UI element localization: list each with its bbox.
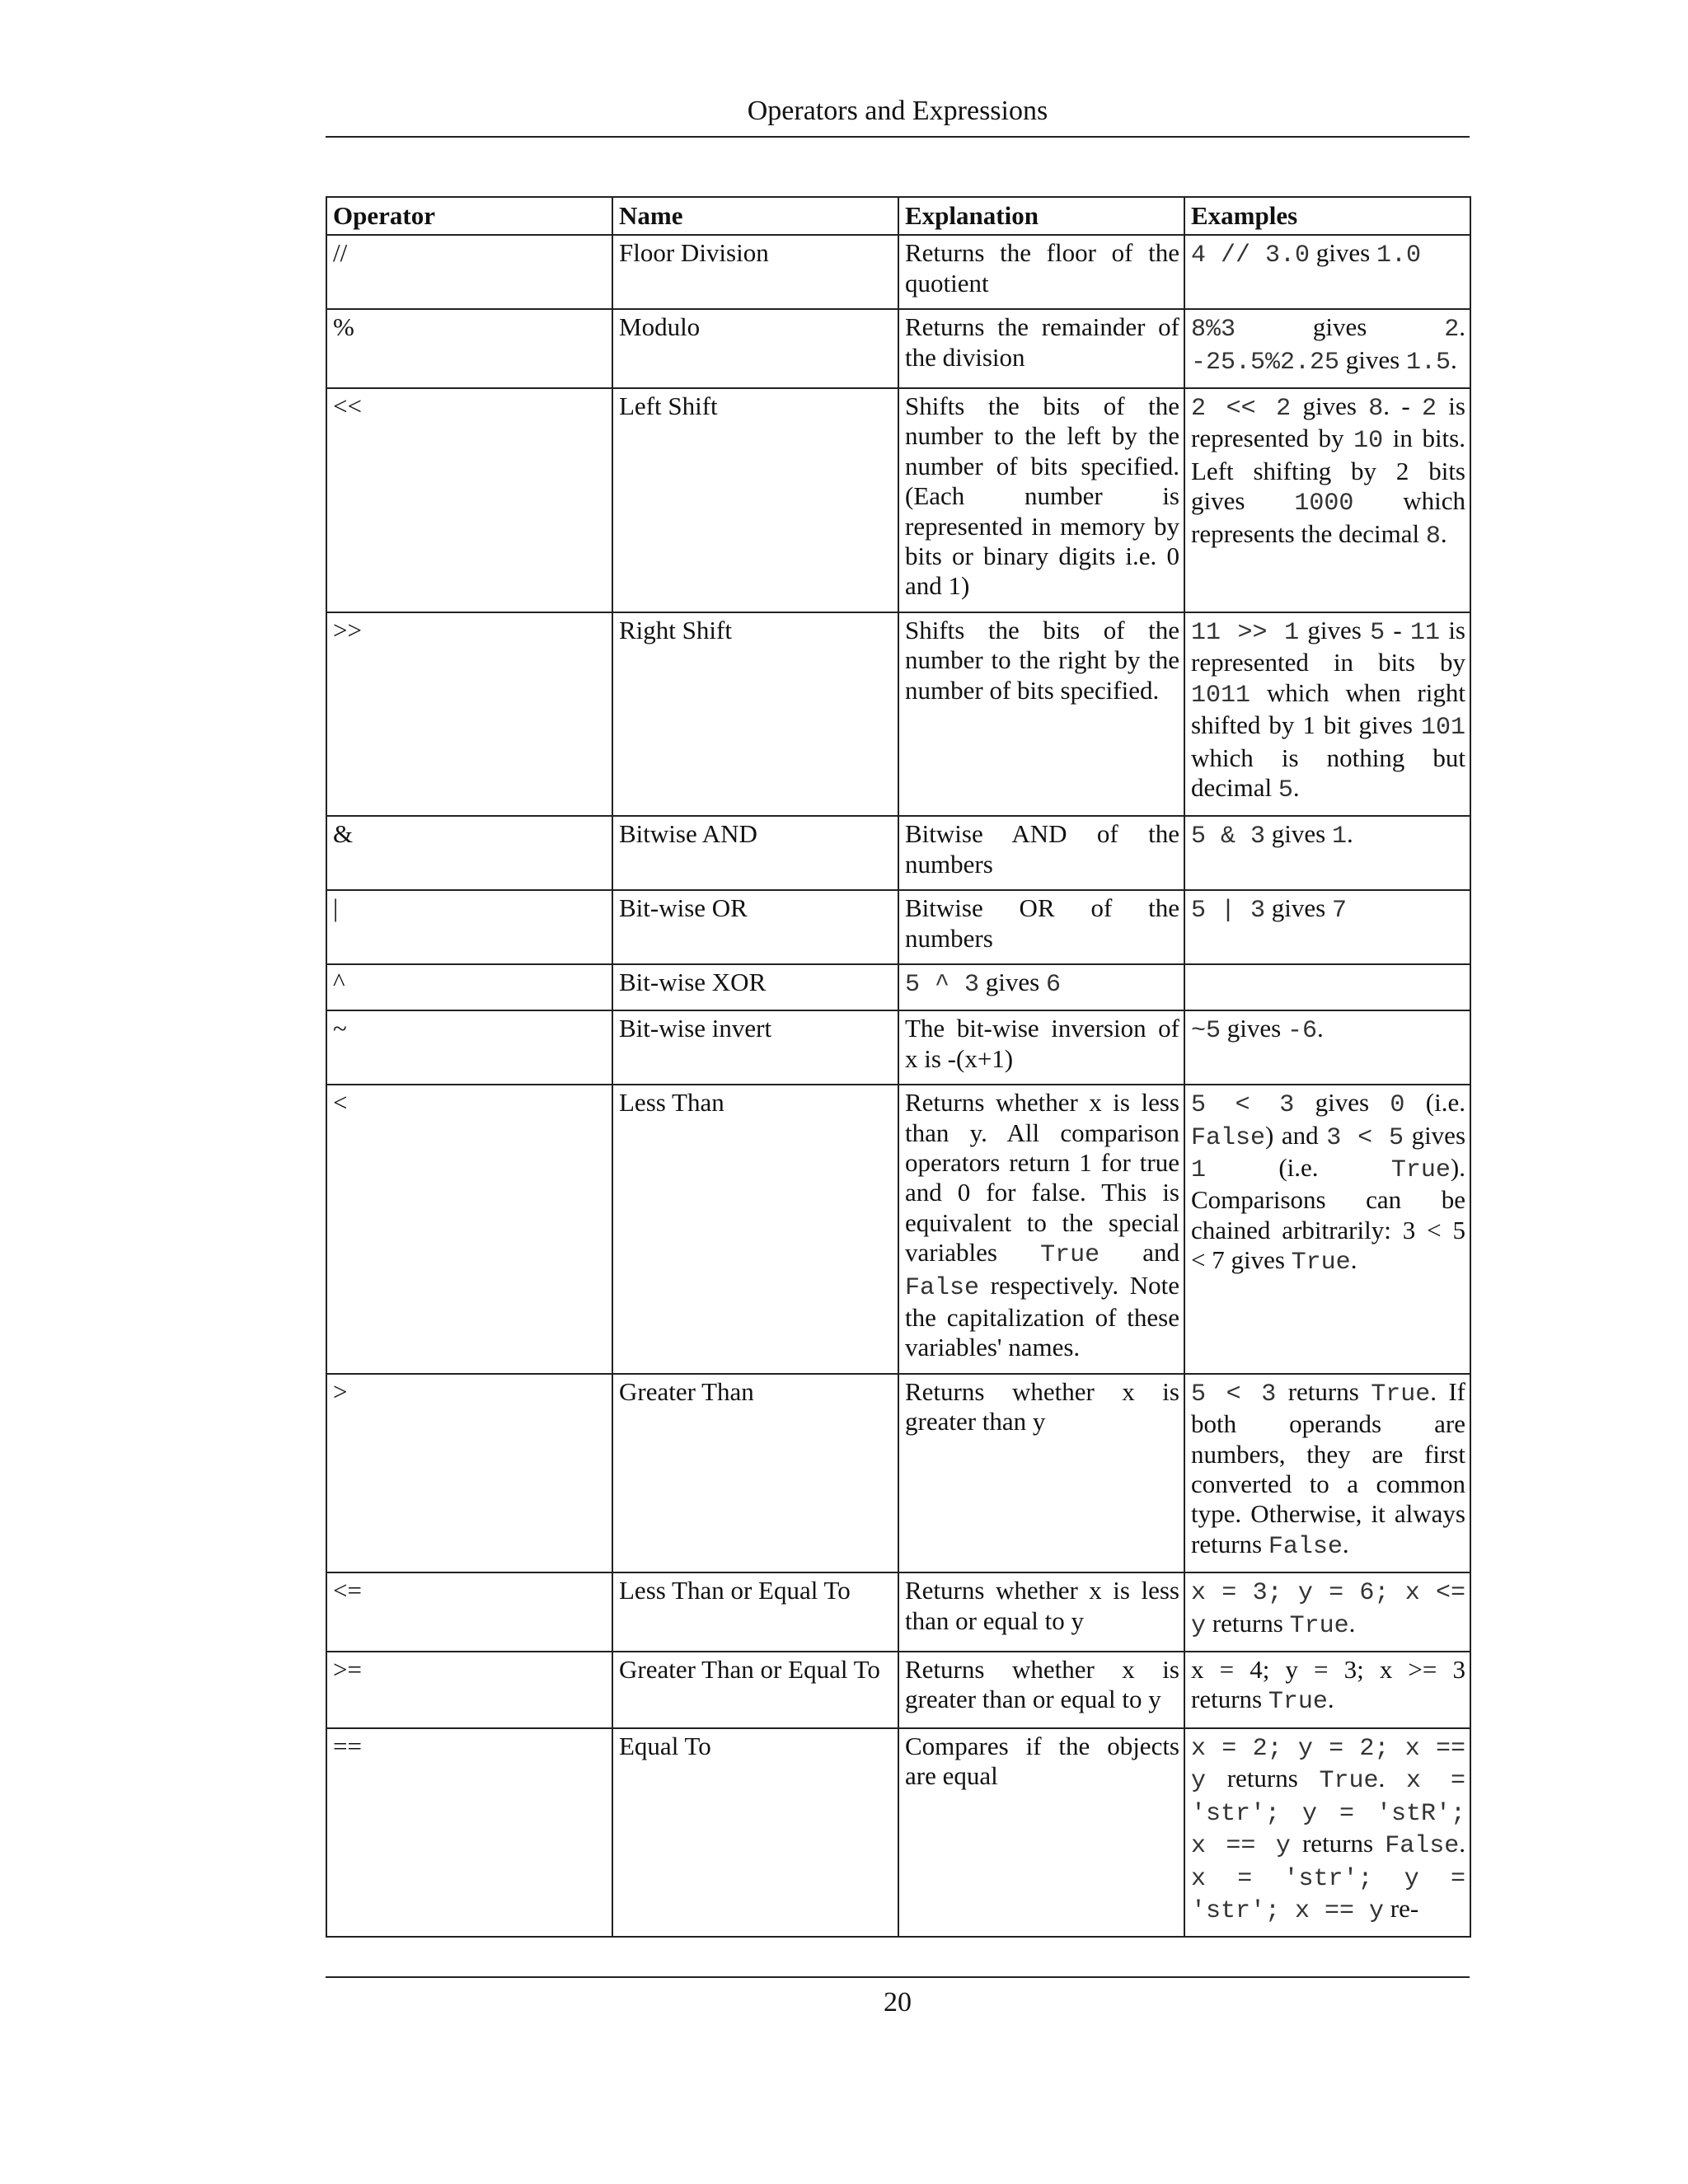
text-fragment: respectively. Note the capitalization of these variables' names. [905, 1270, 1179, 1362]
operator-cell: << [326, 388, 612, 612]
code-fragment: 2 << 2 [1191, 395, 1292, 424]
text-fragment: Returns whether x is less than or equal to y [905, 1576, 1179, 1635]
table-body [326, 235, 1470, 1937]
text-fragment: . [1459, 312, 1465, 342]
code-fragment: 5 < 3 [1191, 1091, 1295, 1120]
examples-cell [1184, 890, 1470, 964]
text-fragment: Bitwise AND of the numbers [905, 819, 1179, 879]
code-fragment: 5 ^ 3 [905, 970, 980, 999]
operator-cell: ~ [326, 1010, 612, 1085]
text-fragment: . [1378, 1764, 1407, 1793]
running-header: Operators and Expressions [747, 96, 1048, 126]
text-fragment: gives [1221, 1014, 1287, 1043]
text-fragment: and [1100, 1238, 1180, 1268]
column-header-name: Name [612, 197, 898, 235]
explanation-cell [898, 612, 1184, 816]
operator-cell: % [326, 309, 612, 388]
text-fragment: Returns whether x is greater than y [905, 1376, 1179, 1436]
explanation-cell [898, 1374, 1184, 1572]
code-fragment: 1.5 [1405, 348, 1451, 377]
table-row [326, 1374, 1470, 1572]
text-fragment: . - [1383, 391, 1422, 421]
code-fragment: 1000 [1294, 490, 1354, 518]
code-fragment: True [1291, 1249, 1351, 1277]
text-fragment: x = 4; y = 3; x >= 3 returns [1191, 1655, 1465, 1714]
text-fragment: gives [1403, 1120, 1466, 1150]
text-fragment: Shifts the bits of the number to the left by the number of bits specified. (Each number is represented in memory by bits or binary digits i.e. 0 and 1) [905, 391, 1179, 601]
text-fragment: gives [1339, 344, 1406, 374]
code-fragment: False [1268, 1532, 1343, 1561]
examples-cell [1184, 612, 1470, 816]
text-fragment: which represents the decimal [1191, 486, 1465, 548]
name-cell: Modulo [612, 309, 898, 388]
name-cell: Less Than [612, 1085, 898, 1374]
code-fragment: -6 [1287, 1017, 1317, 1046]
text-fragment: . [1346, 819, 1353, 849]
code-fragment: 3 < 5 [1326, 1123, 1404, 1152]
name-cell: Equal To [612, 1728, 898, 1937]
code-fragment: 11 >> 1 [1191, 618, 1300, 647]
page-number: 20 [884, 1987, 912, 2018]
column-header-operator: Operator [326, 197, 612, 235]
column-header-examples: Examples [1184, 197, 1470, 235]
code-fragment: False [905, 1273, 980, 1302]
text-fragment: . [1316, 1014, 1324, 1043]
code-fragment: True [1319, 1767, 1379, 1796]
operator-cell: ^ [326, 964, 612, 1010]
text-fragment: Returns the floor of the quotient [905, 238, 1179, 298]
operator-cell: >> [326, 612, 612, 816]
code-fragment: False [1385, 1832, 1460, 1861]
table-row [326, 235, 1470, 309]
text-fragment: . [1440, 518, 1447, 548]
operator-cell: == [326, 1728, 612, 1937]
text-fragment: Bitwise OR of the numbers [905, 893, 1179, 953]
code-fragment: 101 [1420, 714, 1465, 743]
table-row [326, 1010, 1470, 1085]
column-header-explanation: Explanation [898, 197, 1184, 235]
code-fragment: -25.5%2.25 [1191, 348, 1340, 377]
code-fragment: 1.0 [1376, 241, 1421, 270]
examples-cell [1184, 964, 1470, 1010]
text-fragment: Shifts the bits of the number to the right by the number of bits specified. [905, 615, 1179, 705]
code-fragment: x = 3; y = 6; x <= y [1191, 1579, 1465, 1640]
code-fragment: True [1268, 1688, 1328, 1717]
table-row [326, 1085, 1470, 1374]
code-fragment: 8 [1425, 522, 1441, 551]
text-fragment: . [1327, 1685, 1334, 1714]
code-fragment: 2 [1444, 316, 1460, 344]
code-fragment: False [1191, 1123, 1266, 1152]
examples-cell [1184, 1010, 1470, 1085]
text-fragment: in bits. Left shifting by 2 bits gives [1191, 424, 1465, 516]
examples-cell [1184, 1085, 1470, 1374]
text-fragment: . [1348, 1608, 1356, 1638]
explanation-cell [898, 1572, 1184, 1652]
table-row [326, 388, 1470, 612]
header-rule [326, 136, 1470, 138]
operator-cell: < [326, 1085, 612, 1374]
text-fragment: - [1385, 615, 1411, 644]
name-cell: Bitwise AND [612, 816, 898, 890]
text-fragment: returns [1206, 1764, 1320, 1793]
text-fragment: gives [979, 967, 1046, 996]
operator-cell: > [326, 1374, 612, 1572]
code-fragment: 5 < 3 [1191, 1380, 1277, 1408]
text-fragment: gives [1310, 238, 1376, 268]
text-fragment: (i.e. [1206, 1152, 1391, 1182]
text-fragment: returns [1290, 1829, 1386, 1858]
table-header-row [326, 197, 1470, 235]
text-fragment: . If both operands are numbers, they are first converted to a common type. Otherwise, it always returns [1191, 1376, 1465, 1558]
text-fragment: is represented by [1191, 391, 1465, 453]
table-row [326, 964, 1470, 1010]
code-fragment: 5 | 3 [1191, 897, 1266, 926]
explanation-cell [898, 388, 1184, 612]
code-fragment: 1011 [1191, 681, 1251, 710]
examples-cell [1184, 1728, 1470, 1937]
code-fragment: True [1040, 1241, 1100, 1270]
examples-cell [1184, 1374, 1470, 1572]
code-fragment: 6 [1045, 970, 1061, 999]
explanation-cell [898, 890, 1184, 964]
footer-rule [326, 1976, 1470, 1978]
code-fragment: x = 2; y = 2; x == y [1191, 1734, 1465, 1796]
text-fragment: which is nothing but decimal [1191, 743, 1465, 802]
code-fragment: x = 'str'; y = 'stR'; x == y [1191, 1767, 1465, 1861]
name-cell: Greater Than or Equal To [612, 1652, 898, 1728]
code-fragment: True [1289, 1611, 1349, 1640]
code-fragment: True [1390, 1155, 1451, 1184]
code-fragment: 1 [1331, 823, 1347, 851]
operators-table [326, 196, 1471, 1938]
explanation-cell [898, 816, 1184, 890]
code-fragment: ~5 [1191, 1017, 1221, 1046]
table-row [326, 1572, 1470, 1652]
code-fragment: 2 [1421, 395, 1437, 424]
text-fragment: gives [1291, 391, 1369, 421]
operator-cell: & [326, 816, 612, 890]
name-cell: Floor Division [612, 235, 898, 309]
code-fragment: 5 [1278, 776, 1293, 804]
operator-cell: // [326, 235, 612, 309]
code-fragment: 4 // 3.0 [1191, 241, 1311, 270]
examples-cell [1184, 235, 1470, 309]
text-fragment: gives [1294, 1088, 1390, 1118]
text-fragment: is represented in bits by [1191, 615, 1465, 677]
text-fragment: . [1459, 1829, 1465, 1858]
code-fragment: 8%3 [1191, 316, 1236, 344]
operator-cell: >= [326, 1652, 612, 1728]
examples-cell [1184, 816, 1470, 890]
text-fragment: . [1342, 1529, 1349, 1558]
text-fragment: The bit-wise inversion of x is -(x+1) [905, 1014, 1179, 1073]
explanation-cell [898, 1728, 1184, 1937]
text-fragment: re- [1384, 1893, 1419, 1923]
operator-cell: <= [326, 1572, 612, 1652]
text-fragment: gives [1265, 819, 1332, 849]
text-fragment: ) and [1265, 1120, 1327, 1150]
table-row [326, 890, 1470, 964]
text-fragment: Returns whether x is less than y. All comparison operators return 1 for true and 0 for false. This is equivalent to the special variables [905, 1088, 1179, 1268]
code-fragment: 10 [1353, 427, 1384, 456]
code-fragment: 5 & 3 [1191, 823, 1266, 851]
table-row [326, 1728, 1470, 1937]
examples-cell [1184, 388, 1470, 612]
text-fragment: Returns the remainder of the division [905, 312, 1179, 372]
name-cell: Right Shift [612, 612, 898, 816]
text-fragment: returns [1206, 1608, 1290, 1638]
text-fragment: . [1350, 1245, 1357, 1275]
text-fragment: which when right shifted by 1 bit gives [1191, 677, 1465, 740]
name-cell: Left Shift [612, 388, 898, 612]
table-row [326, 309, 1470, 388]
text-fragment: . [1450, 344, 1457, 374]
explanation-cell [898, 964, 1184, 1010]
examples-cell [1184, 309, 1470, 388]
text-fragment: gives [1299, 615, 1371, 644]
text-fragment: ). Comparisons can be chained arbitrarily: 3 < 5 < 7 gives [1191, 1152, 1465, 1275]
operator-cell: | [326, 890, 612, 964]
explanation-cell [898, 1010, 1184, 1085]
code-fragment: x = 'str'; y = 'str'; x == y [1191, 1864, 1465, 1925]
examples-cell [1184, 1652, 1470, 1728]
code-fragment: 7 [1331, 897, 1347, 926]
table-row [326, 1652, 1470, 1728]
examples-cell [1184, 1572, 1470, 1652]
text-fragment: Returns whether x is greater than or equal to y [905, 1655, 1179, 1714]
name-cell: Greater Than [612, 1374, 898, 1572]
text-fragment: gives [1236, 312, 1445, 342]
text-fragment: (i.e. [1404, 1088, 1465, 1118]
explanation-cell [898, 1652, 1184, 1728]
code-fragment: 8 [1368, 395, 1384, 424]
name-cell: Bit-wise invert [612, 1010, 898, 1085]
table-row [326, 612, 1470, 816]
explanation-cell [898, 1085, 1184, 1374]
explanation-cell [898, 309, 1184, 388]
text-fragment: returns [1276, 1376, 1372, 1406]
code-fragment: 0 [1390, 1091, 1405, 1120]
table-row [326, 816, 1470, 890]
code-fragment: 1 [1191, 1155, 1207, 1184]
name-cell: Less Than or Equal To [612, 1572, 898, 1652]
text-fragment: Compares if the objects are equal [905, 1731, 1179, 1791]
name-cell: Bit-wise XOR [612, 964, 898, 1010]
text-fragment: gives [1265, 893, 1332, 923]
text-fragment: . [1292, 772, 1300, 802]
name-cell: Bit-wise OR [612, 890, 898, 964]
code-fragment: True [1371, 1380, 1431, 1408]
code-fragment: 5 [1370, 618, 1386, 647]
code-fragment: 11 [1410, 618, 1441, 647]
explanation-cell [898, 235, 1184, 309]
